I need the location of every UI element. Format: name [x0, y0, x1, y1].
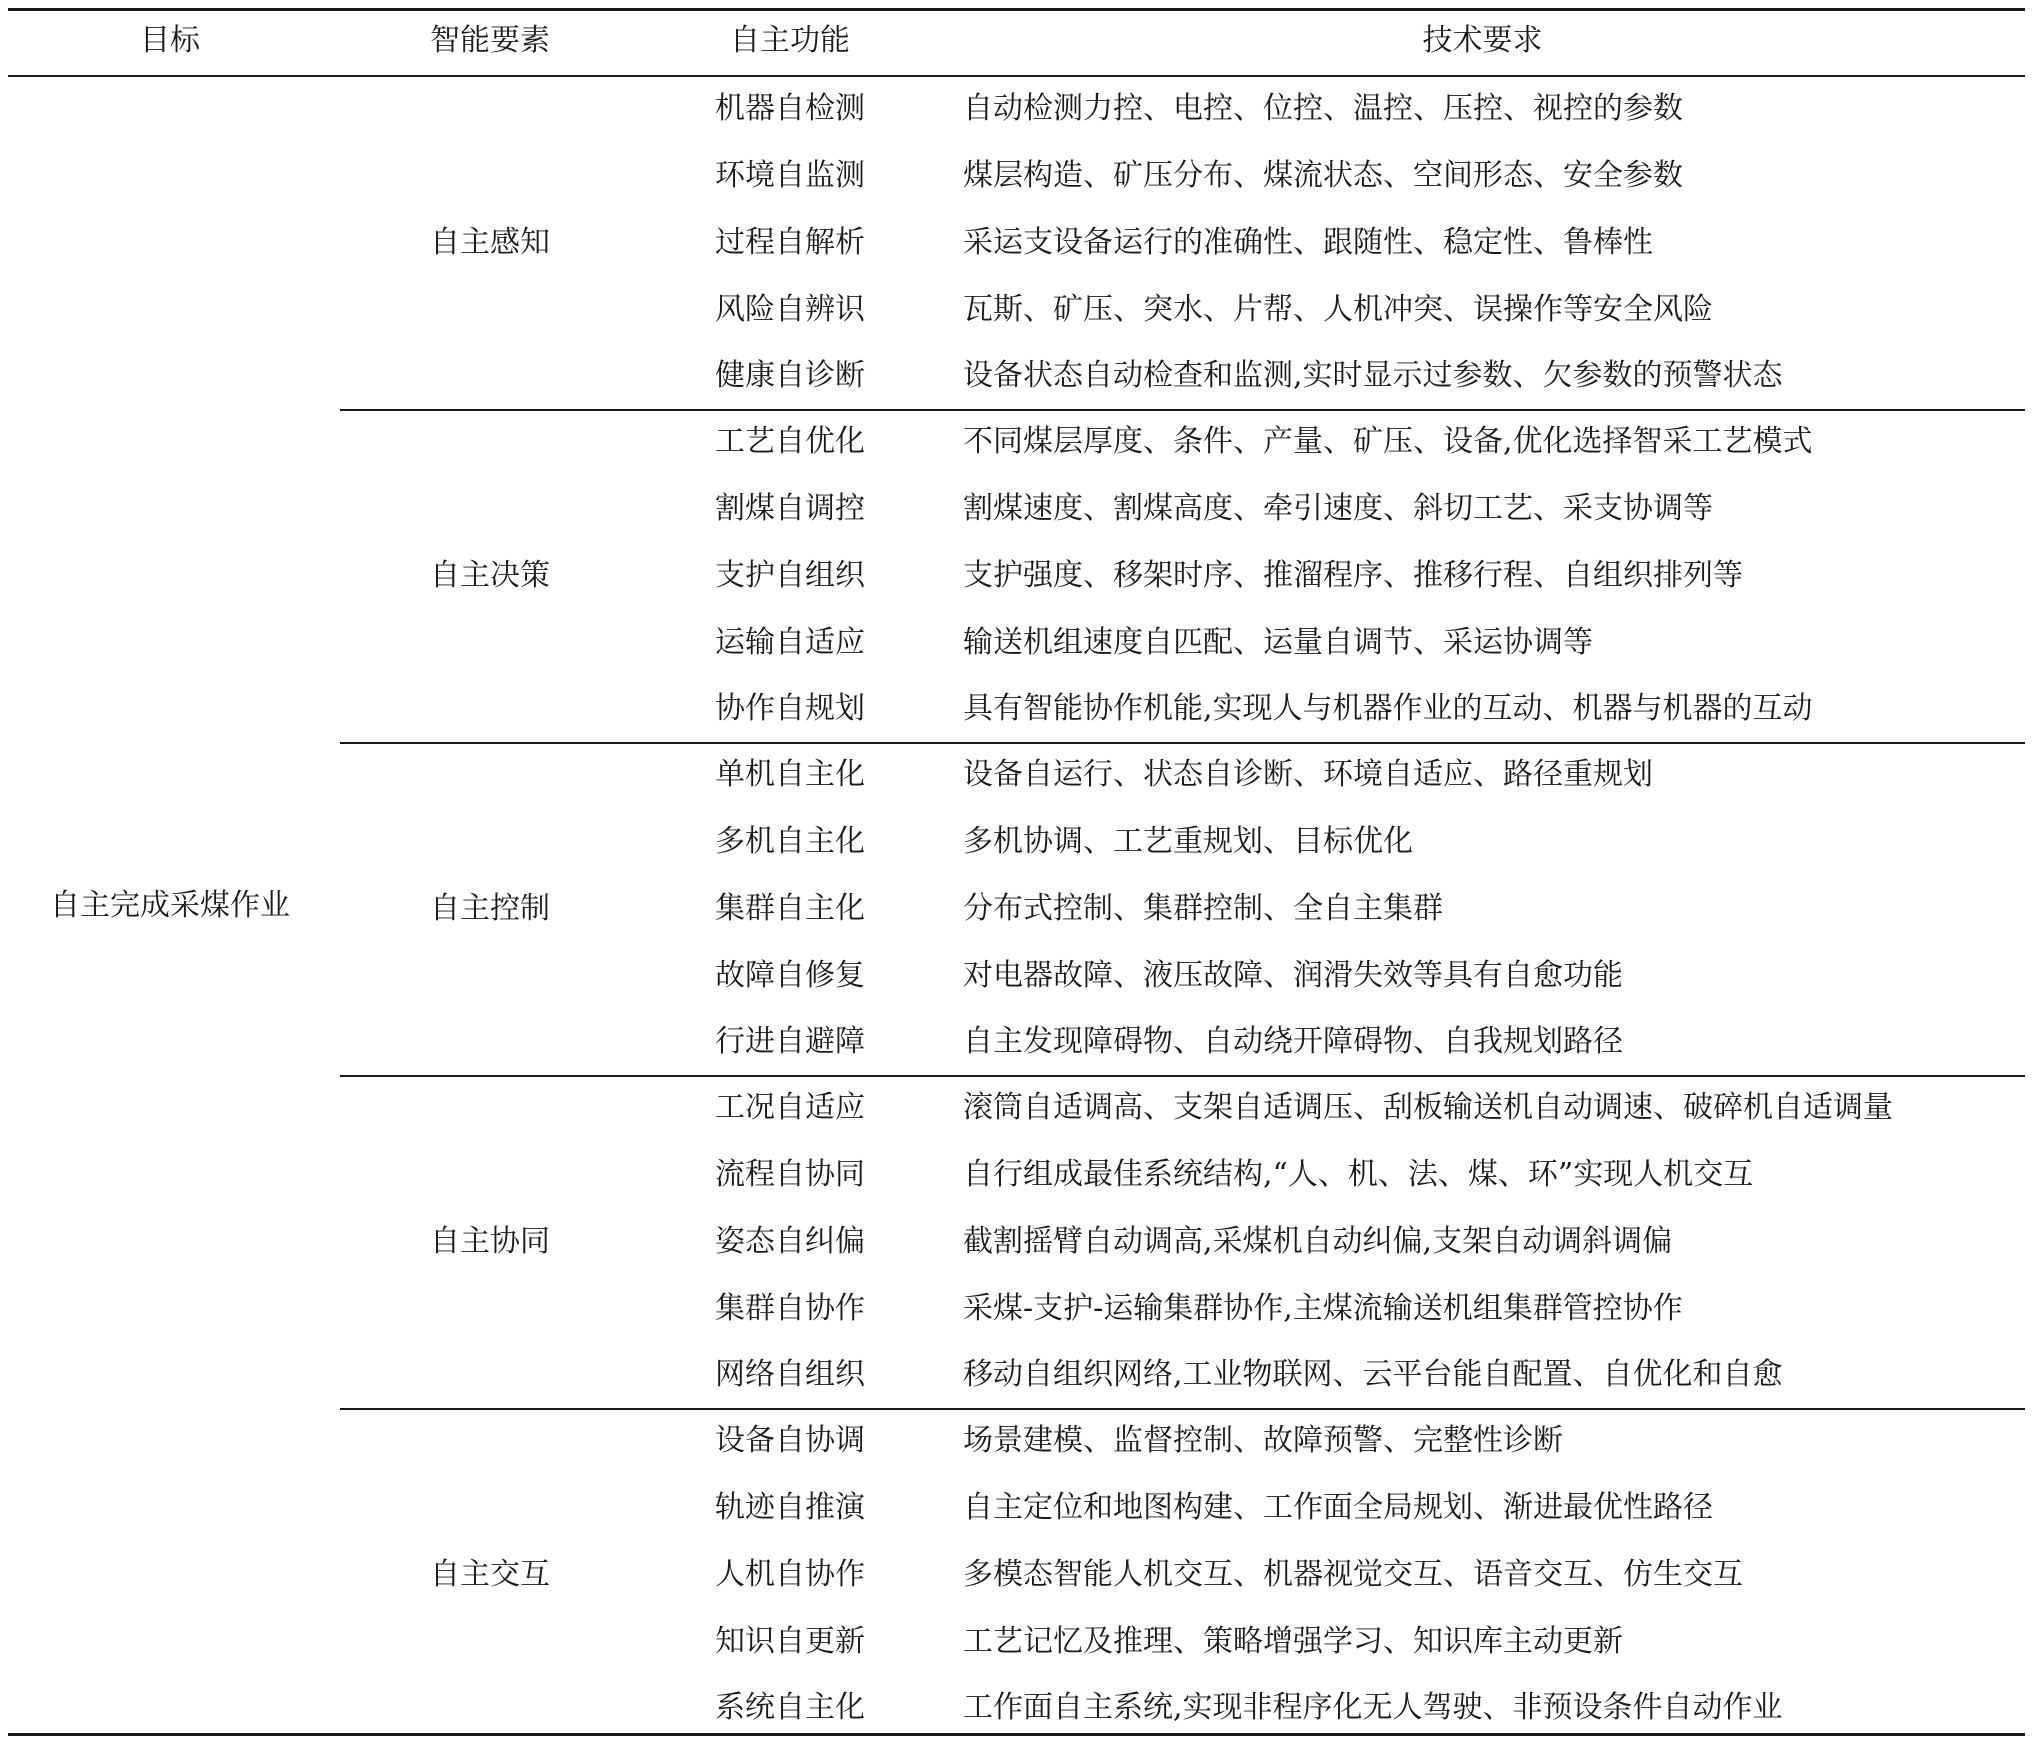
header-element: 智能要素: [430, 23, 550, 58]
requirement-cell: 工作面自主系统,实现非程序化无人驾驶、非预设条件自动作业: [963, 1690, 1783, 1725]
function-cell: 机器自检测: [715, 91, 865, 126]
group-separator: [340, 1075, 2025, 1077]
function-cell: 系统自主化: [715, 1690, 865, 1725]
table-bottom-rule: [8, 1733, 2025, 1736]
function-cell: 割煤自调控: [715, 491, 865, 526]
requirement-cell: 不同煤层厚度、条件、产量、矿压、设备,优化选择智采工艺模式: [963, 424, 1813, 459]
requirement-cell: 输送机组速度自匹配、运量自调节、采运协调等: [963, 625, 1593, 660]
function-cell: 过程自解析: [715, 225, 865, 260]
function-cell: 协作自规划: [715, 691, 865, 726]
requirement-cell: 分布式控制、集群控制、全自主集群: [963, 891, 1443, 926]
requirement-cell: 截割摇臂自动调高,采煤机自动纠偏,支架自动调斜调偏: [963, 1224, 1673, 1259]
function-cell: 风险自辨识: [715, 292, 865, 327]
function-cell: 单机自主化: [715, 757, 865, 792]
function-cell: 流程自协同: [715, 1157, 865, 1192]
requirement-cell: 自动检测力控、电控、位控、温控、压控、视控的参数: [963, 91, 1683, 126]
requirement-cell: 对电器故障、液压故障、润滑失效等具有自愈功能: [963, 958, 1623, 993]
function-cell: 人机自协作: [715, 1557, 865, 1592]
requirement-cell: 自主发现障碍物、自动绕开障碍物、自我规划路径: [963, 1024, 1623, 1059]
function-cell: 故障自修复: [715, 958, 865, 993]
requirement-cell: 煤层构造、矿压分布、煤流状态、空间形态、安全参数: [963, 158, 1683, 193]
group-element-collaboration: 自主协同: [430, 1224, 550, 1259]
group-element-control: 自主控制: [430, 891, 550, 926]
function-cell: 网络自组织: [715, 1357, 865, 1392]
requirement-cell: 自主定位和地图构建、工作面全局规划、渐进最优性路径: [963, 1490, 1713, 1525]
group-separator: [340, 1408, 2025, 1410]
function-cell: 支护自组织: [715, 558, 865, 593]
requirement-cell: 场景建模、监督控制、故障预警、完整性诊断: [963, 1423, 1563, 1458]
function-cell: 轨迹自推演: [715, 1490, 865, 1525]
function-cell: 工况自适应: [715, 1090, 865, 1125]
requirement-cell: 移动自组织网络,工业物联网、云平台能自配置、自优化和自愈: [963, 1357, 1783, 1392]
requirement-cell: 采运支设备运行的准确性、跟随性、稳定性、鲁棒性: [963, 225, 1653, 260]
requirement-cell: 设备状态自动检查和监测,实时显示过参数、欠参数的预警状态: [963, 358, 1783, 393]
requirement-cell: 工艺记忆及推理、策略增强学习、知识库主动更新: [963, 1624, 1623, 1659]
header-requirement: 技术要求: [1422, 23, 1543, 58]
requirement-cell: 多模态智能人机交互、机器视觉交互、语音交互、仿生交互: [963, 1557, 1743, 1592]
requirement-cell: 割煤速度、割煤高度、牵引速度、斜切工艺、采支协调等: [963, 491, 1713, 526]
requirement-cell: 多机协调、工艺重规划、目标优化: [963, 824, 1413, 859]
function-cell: 多机自主化: [715, 824, 865, 859]
function-cell: 知识自更新: [715, 1624, 865, 1659]
function-cell: 工艺自优化: [715, 424, 865, 459]
group-element-interaction: 自主交互: [430, 1557, 550, 1592]
table-top-rule: [8, 8, 2025, 11]
group-element-decision: 自主决策: [430, 558, 550, 593]
function-cell: 集群自协作: [715, 1291, 865, 1326]
header-rule: [8, 75, 2025, 77]
requirement-cell: 具有智能协作机能,实现人与机器作业的互动、机器与机器的互动: [963, 691, 1813, 726]
group-separator: [340, 742, 2025, 744]
function-cell: 环境自监测: [715, 158, 865, 193]
header-target: 目标: [140, 23, 200, 58]
group-separator: [340, 409, 2025, 411]
requirement-cell: 滚筒自适调高、支架自适调压、刮板输送机自动调速、破碎机自适调量: [963, 1090, 1893, 1125]
requirement-cell: 支护强度、移架时序、推溜程序、推移行程、自组织排列等: [963, 558, 1743, 593]
function-cell: 行进自避障: [715, 1024, 865, 1059]
function-cell: 集群自主化: [715, 891, 865, 926]
function-cell: 健康自诊断: [715, 358, 865, 393]
target-cell: 自主完成采煤作业: [50, 888, 290, 923]
requirement-cell: 采煤-支护-运输集群协作,主煤流输送机组集群管控协作: [963, 1291, 1683, 1326]
group-element-perception: 自主感知: [430, 225, 550, 260]
function-cell: 运输自适应: [715, 625, 865, 660]
header-function: 自主功能: [730, 23, 850, 58]
requirement-cell: 设备自运行、状态自诊断、环境自适应、路径重规划: [963, 757, 1653, 792]
requirement-cell: 瓦斯、矿压、突水、片帮、人机冲突、误操作等安全风险: [963, 292, 1713, 327]
requirement-cell: 自行组成最佳系统结构,“人、机、法、煤、环”实现人机交互: [963, 1157, 1754, 1192]
function-cell: 姿态自纠偏: [715, 1224, 865, 1259]
function-cell: 设备自协调: [715, 1423, 865, 1458]
